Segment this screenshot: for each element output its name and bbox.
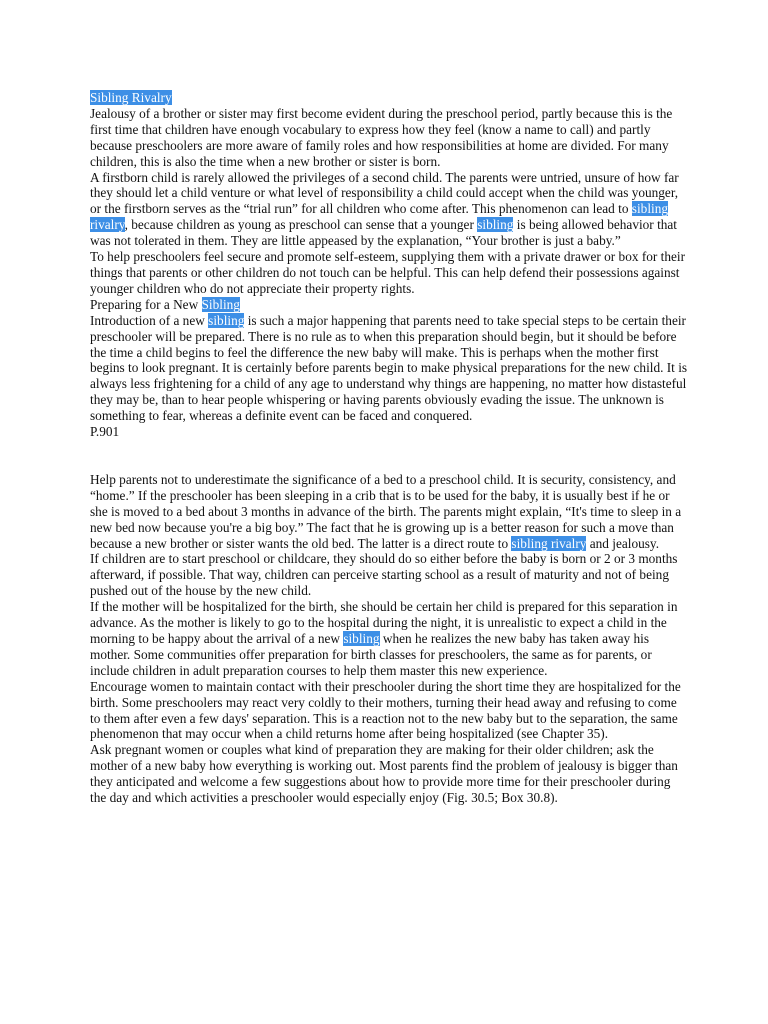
section-title [90,90,690,106]
page-gap [90,440,690,472]
section-title: Preparing for a New Sibling [90,296,240,312]
paragraph: Ask pregnant women or couples what kind of preparation they are making for their older children; ask the mother of a new baby how everything is working out. Most parents find the problem of jealousy is bigger than they anticipated and welcome a few suggestions about how to provide more time for their preschooler during the day and which activities a preschooler would especially enjoy (Fig. 30.5; Box 30.8). [90,742,678,806]
paragraph: Introduction of a new sibling is such a major happening that parents need to take special steps to be certain their preschooler will be prepared. There is no rule as to when this preparation should begin, but it should be before the time a child begins to feel the difference the new baby will make. This is perhaps when the mother first begins to look pregnant. It is certainly before parents begin to make physical preparations for the new child. It is always less frightening for a child of any age to understand why things are happening, no matter how distasteful they may be, than to hear people whispering or having parents obviously evading the issue. The unknown is something to fear, whereas a definite event can be faced and conquered. [90,312,688,424]
paragraph: Help parents not to underestimate the significance of a bed to a preschool child. It is security, consistency, and “home.” If the preschooler has been sleeping in a crib that is to be used for the baby, it is usually best if he or she is moved to a bed about 3 months in advance of the birth. The parents might explain, “It's time to sleep in a new bed now because you're a big boy.” The fact that he is growing up is a better reason for such a move than because a new brother or sister wants the old bed. The latter is a direct route to sibling rivalry and jealousy. [90,471,682,551]
search-highlight: sibling [208,312,245,328]
paragraph: If the mother will be hospitalized for the birth, she should be certain her child is prepared for this separation in advance. As the mother is likely to go to the hospital during the night, it is unrealistic to expect a child in the morning to be happy about the arrival of a new sibling when he realizes the new baby has taken away his mother. Some communities offer preparation for birth classes for preschoolers, the same as for parents, or include children in adult preparation courses to help them master this new experience. [90,599,678,678]
paragraph: A firstborn child is rarely allowed the privileges of a second child. The parents were untried, unsure of how far they should let a child venture or what level of responsibility a child could accept when the child was younger, or the firstborn serves as the “trial run” for all children who come after. This phenomenon can lead to sibling rivalry, because children as young as preschool can sense that a younger sibling is being allowed behavior that was not tolerated in them. They are little appeased by the explanation, “Your brother is just a baby.” [90,169,679,249]
search-highlight: sibling [343,631,380,646]
search-highlight: Sibling Rivalry [90,90,172,105]
search-highlight: sibling rivalry [90,201,668,233]
document-page [90,90,690,806]
search-highlight: sibling rivalry [511,535,587,551]
page-reference: P.901 [90,424,120,440]
search-highlight: sibling [477,217,514,233]
paragraph: Jealousy of a brother or sister may first become evident during the preschool period, partly because this is the first time that children have enough vocabulary to express how they feel (know a name to call) and partly because preschoolers are more aware of family roles and how responsibilities at home are divided. For many children, this is also the time when a new brother or sister is born. [90,105,673,169]
search-highlight: Sibling [201,296,240,312]
paragraph: If children are to start preschool or childcare, they should do so either before the baby is born or 2 or 3 months afterward, if possible. That way, children can perceive starting school as a result of maturity and not of being pushed out of the house by the new child. [90,551,678,599]
paragraph: Encourage women to maintain contact with their preschooler during the short time they are hospitalized for the birth. Some preschoolers may react very coldly to their mothers, turning their head away and refusing to come to them after even a few days' separation. This is a reaction not to the new baby but to the separation, the same phenomenon that may occur when a child returns home after being hospitalized (see Chapter 35). [90,678,681,742]
paragraph: To help preschoolers feel secure and promote self-esteem, supplying them with a private drawer or box for their things that parents or other children do not touch can be helpful. This can help defend their possessions against younger children who do not appreciate their property rights. [90,249,686,296]
